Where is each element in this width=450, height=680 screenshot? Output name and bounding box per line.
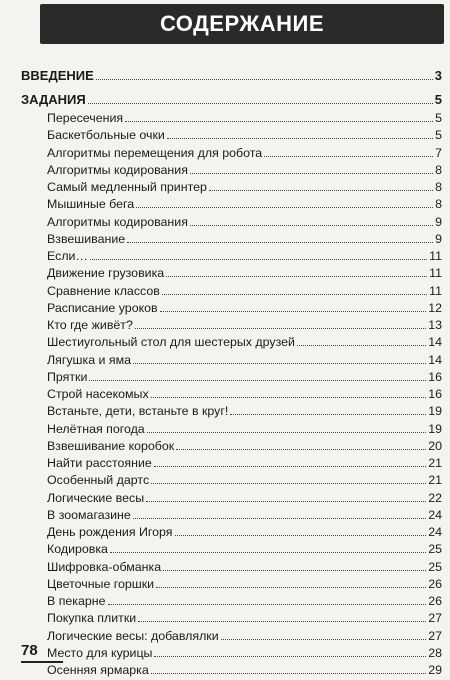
dot-leader bbox=[176, 437, 426, 450]
toc-entry-title: Нелётная погода bbox=[47, 422, 145, 436]
toc-entry bbox=[47, 437, 442, 455]
toc-entry-title: Шифровка-обманка bbox=[47, 560, 162, 574]
toc-entry bbox=[47, 144, 442, 162]
toc-entry bbox=[47, 126, 442, 144]
toc-entry-title: Найти расстояние bbox=[47, 456, 152, 470]
toc-entry bbox=[47, 109, 442, 127]
toc-entry-title: Самый медленный принтер bbox=[47, 180, 207, 194]
toc-entry bbox=[47, 540, 442, 558]
toc-entry-page: 12 bbox=[428, 301, 442, 315]
toc-entry-page: 21 bbox=[428, 473, 442, 487]
toc-entry-page: 9 bbox=[435, 215, 442, 229]
toc-entry-title: ВВЕДЕНИЕ bbox=[21, 68, 94, 83]
toc-entry-page: 5 bbox=[434, 92, 442, 107]
toc-entry-title: Осенняя ярмарка bbox=[47, 663, 149, 677]
toc-entry-title: Цветочные горшки bbox=[47, 577, 155, 591]
toc-entry bbox=[47, 558, 442, 576]
toc-entry-title: Лягушка и яма bbox=[47, 353, 132, 367]
toc-entry bbox=[47, 575, 442, 593]
dot-leader bbox=[156, 575, 426, 588]
toc-entry-page: 8 bbox=[435, 163, 442, 177]
toc-entry-page: 11 bbox=[429, 266, 442, 280]
toc-entry-page: 16 bbox=[428, 387, 442, 401]
toc-entry-title: Место для курицы bbox=[47, 646, 153, 660]
toc-entry-title: Мышиные бега bbox=[47, 197, 135, 211]
toc-entry bbox=[47, 661, 442, 679]
toc-entry-title: Логические весы: добавлялки bbox=[47, 629, 219, 643]
page-number-rule bbox=[21, 661, 63, 663]
dot-leader bbox=[127, 230, 433, 243]
toc-entry-title: Логические весы bbox=[47, 491, 145, 505]
toc-entry-page: 11 bbox=[429, 249, 442, 263]
toc-entry-title: Алгоритмы кодирования bbox=[47, 163, 188, 177]
toc-entry-page: 5 bbox=[435, 128, 442, 142]
toc-entry-page: 8 bbox=[435, 180, 442, 194]
toc-entry bbox=[47, 230, 442, 248]
toc-entry-title: В пекарне bbox=[47, 594, 106, 608]
toc-entry-title: Пересечения bbox=[47, 111, 124, 125]
dot-leader bbox=[166, 264, 427, 277]
toc-entry bbox=[47, 454, 442, 472]
toc-entry-title: Движение грузовика bbox=[47, 266, 165, 280]
dot-leader bbox=[297, 333, 426, 346]
dot-leader bbox=[230, 402, 426, 415]
toc-entry-title: Строй насекомых bbox=[47, 387, 149, 401]
toc-entry-page: 25 bbox=[428, 560, 442, 574]
toc-entry bbox=[47, 299, 442, 317]
toc-entry bbox=[47, 523, 442, 541]
toc-entry-page: 16 bbox=[428, 370, 442, 384]
toc-entry-page: 14 bbox=[428, 335, 442, 349]
toc-entry-title: Кодировка bbox=[47, 542, 108, 556]
toc-entry bbox=[47, 420, 442, 438]
dot-leader bbox=[96, 67, 433, 80]
toc-entry bbox=[47, 161, 442, 179]
dot-leader bbox=[221, 627, 427, 640]
dot-leader bbox=[154, 454, 426, 467]
toc-entry-page: 27 bbox=[428, 611, 442, 625]
dot-leader bbox=[151, 385, 427, 398]
dot-leader bbox=[154, 644, 426, 657]
page-title: СОДЕРЖАНИЕ bbox=[159, 11, 325, 36]
toc-entry bbox=[47, 644, 442, 662]
toc-entry-page: 24 bbox=[428, 508, 442, 522]
dot-leader bbox=[90, 247, 427, 260]
toc-entry-title: Если… bbox=[47, 249, 88, 263]
toc-entry-page: 9 bbox=[435, 232, 442, 246]
toc-entry bbox=[47, 178, 442, 196]
dot-leader bbox=[89, 368, 426, 381]
toc-entry bbox=[47, 351, 442, 369]
toc-entry-page: 8 bbox=[435, 197, 442, 211]
toc-entry-page: 26 bbox=[428, 577, 442, 591]
dot-leader bbox=[190, 213, 433, 226]
toc-entry bbox=[47, 213, 442, 231]
toc-entry-page: 20 bbox=[428, 439, 442, 453]
toc-entry bbox=[47, 247, 442, 265]
toc-entry bbox=[47, 282, 442, 300]
toc-entry-title: Шестиугольный стол для шестерых друзей bbox=[47, 335, 295, 349]
page-number: 78 bbox=[21, 642, 38, 659]
toc-entry-title: В зоомагазине bbox=[47, 508, 131, 522]
toc-entry-page: 24 bbox=[428, 525, 442, 539]
toc-entry-page: 19 bbox=[428, 404, 442, 418]
toc-entry-title: Покупка плитки bbox=[47, 611, 137, 625]
dot-leader bbox=[88, 91, 433, 104]
toc-entry bbox=[47, 333, 442, 351]
toc-entry-page: 25 bbox=[428, 542, 442, 556]
toc-entry-page: 14 bbox=[428, 353, 442, 367]
toc-entry-title: Баскетбольные очки bbox=[47, 128, 165, 142]
toc-entry-page: 28 bbox=[428, 646, 442, 660]
dot-leader bbox=[175, 523, 427, 536]
dot-leader bbox=[162, 282, 427, 295]
dot-leader bbox=[163, 558, 426, 571]
toc-entry-title: День рождения Игоря bbox=[47, 525, 173, 539]
dot-leader bbox=[167, 126, 433, 139]
toc-entry-title: Прятки bbox=[47, 370, 88, 384]
toc-entry-title: Алгоритмы кодирования bbox=[47, 215, 188, 229]
toc-entry-page: 27 bbox=[428, 629, 442, 643]
toc-entry-title: Взвешивание коробок bbox=[47, 439, 175, 453]
toc-entry bbox=[47, 368, 442, 386]
toc-entry-title: ЗАДАНИЯ bbox=[21, 92, 86, 107]
toc-entry bbox=[47, 489, 442, 507]
dot-leader bbox=[151, 471, 426, 484]
toc-entry-title: Расписание уроков bbox=[47, 301, 158, 315]
dot-leader bbox=[151, 661, 426, 674]
dot-leader bbox=[108, 592, 427, 605]
toc-entry-title: Кто где живёт? bbox=[47, 318, 133, 332]
dot-leader bbox=[138, 609, 426, 622]
dot-leader bbox=[190, 161, 433, 174]
toc-entry-page: 22 bbox=[428, 491, 442, 505]
toc-section-zadaniya bbox=[21, 91, 442, 109]
toc-entry-page: 26 bbox=[428, 594, 442, 608]
dot-leader bbox=[136, 195, 433, 208]
dot-leader bbox=[135, 316, 426, 329]
toc-entry bbox=[47, 506, 442, 524]
toc-entry-page: 7 bbox=[435, 146, 442, 160]
dot-leader bbox=[125, 109, 433, 122]
toc-entry-title: Сравнение классов bbox=[47, 284, 160, 298]
toc-entry bbox=[47, 627, 442, 645]
toc-entry bbox=[47, 264, 442, 282]
toc-entry-page: 19 bbox=[428, 422, 442, 436]
toc-entry-title: Встаньте, дети, встаньте в круг! bbox=[47, 404, 229, 418]
dot-leader bbox=[133, 506, 426, 519]
toc-entry-title: Взвешивание bbox=[47, 232, 126, 246]
dot-leader bbox=[147, 420, 427, 433]
toc-entry bbox=[47, 471, 442, 489]
toc-entry bbox=[47, 402, 442, 420]
toc-entry-page: 11 bbox=[429, 284, 442, 298]
toc-entry-page: 3 bbox=[434, 68, 442, 83]
dot-leader bbox=[264, 144, 433, 157]
toc-entry-page: 13 bbox=[428, 318, 442, 332]
toc-entry-page: 5 bbox=[435, 111, 442, 125]
toc-entry-page: 21 bbox=[428, 456, 442, 470]
dot-leader bbox=[110, 540, 426, 553]
dot-leader bbox=[160, 299, 427, 312]
toc-entry-page: 29 bbox=[428, 663, 442, 677]
toc-entry-title: Алгоритмы перемещения для робота bbox=[47, 146, 263, 160]
toc-entry bbox=[47, 592, 442, 610]
dot-leader bbox=[146, 489, 426, 502]
toc-entry bbox=[47, 316, 442, 334]
toc-entry-title: Особенный дартс bbox=[47, 473, 150, 487]
toc-entry bbox=[47, 609, 442, 627]
toc-section-vvedenie bbox=[21, 67, 442, 85]
toc-entry bbox=[47, 195, 442, 213]
dot-leader bbox=[133, 351, 426, 364]
toc-entry bbox=[47, 385, 442, 403]
dot-leader bbox=[209, 178, 433, 191]
